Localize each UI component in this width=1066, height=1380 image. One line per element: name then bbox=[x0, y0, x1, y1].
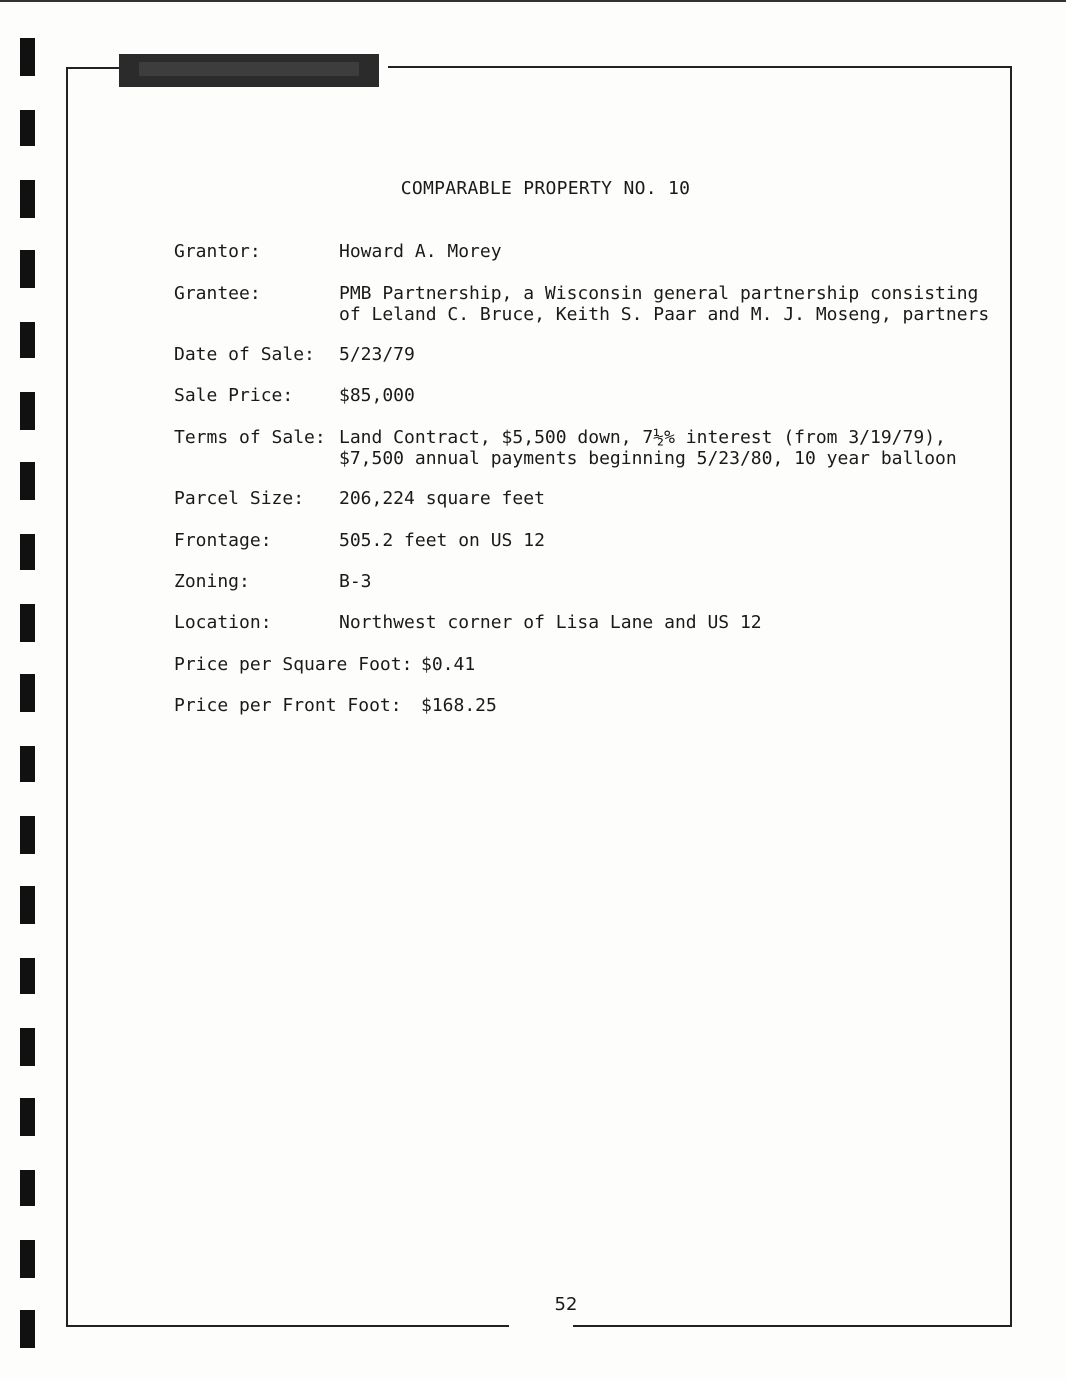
binder-mark bbox=[20, 746, 35, 782]
frame-top-left-rule bbox=[66, 67, 120, 69]
parcel-size-label: Parcel Size: bbox=[174, 488, 305, 509]
frontage-label: Frontage: bbox=[174, 530, 272, 551]
grantor-value: Howard A. Morey bbox=[339, 241, 502, 262]
binder-mark bbox=[20, 392, 35, 430]
header-tab-ghost-text bbox=[139, 62, 359, 76]
zoning-label: Zoning: bbox=[174, 571, 250, 592]
binder-mark bbox=[20, 1240, 35, 1278]
frame-right-rule bbox=[1010, 66, 1012, 1327]
frame-bottom-left-rule bbox=[66, 1325, 509, 1327]
parcel-size-value: 206,224 square feet bbox=[339, 488, 545, 509]
page-top-edge bbox=[0, 0, 1066, 2]
binder-mark bbox=[20, 604, 35, 642]
grantor-label: Grantor: bbox=[174, 241, 261, 262]
grantee-label: Grantee: bbox=[174, 283, 261, 304]
document-title: COMPARABLE PROPERTY NO. 10 bbox=[400, 178, 691, 199]
price-per-square-foot-label: Price per Square Foot: bbox=[174, 654, 413, 675]
binder-mark bbox=[20, 322, 35, 358]
sale-price-value: $85,000 bbox=[339, 385, 415, 406]
price-per-square-foot-value: $0.41 bbox=[421, 654, 476, 675]
binder-mark bbox=[20, 110, 35, 146]
page-number: 52 bbox=[554, 1294, 578, 1315]
location-label: Location: bbox=[174, 612, 272, 633]
binder-mark bbox=[20, 1310, 35, 1348]
date-of-sale-value: 5/23/79 bbox=[339, 344, 415, 365]
grantee-value-line2: of Leland C. Bruce, Keith S. Paar and M. J. Moseng, partners bbox=[339, 304, 990, 325]
terms-of-sale-label: Terms of Sale: bbox=[174, 427, 326, 448]
price-per-front-foot-value: $168.25 bbox=[421, 695, 497, 716]
binder-mark bbox=[20, 674, 35, 712]
terms-of-sale-value-line1: Land Contract, $5,500 down, 7½% interest (from 3/19/79), bbox=[339, 427, 946, 448]
binder-mark bbox=[20, 816, 35, 854]
header-tab-band bbox=[119, 54, 379, 87]
binder-mark bbox=[20, 462, 35, 500]
binder-mark bbox=[20, 250, 35, 288]
frame-top-right-rule bbox=[388, 66, 1012, 68]
binder-mark bbox=[20, 1028, 35, 1066]
terms-of-sale-value-line2: $7,500 annual payments beginning 5/23/80, 10 year balloon bbox=[339, 448, 957, 469]
frontage-value: 505.2 feet on US 12 bbox=[339, 530, 545, 551]
binder-mark bbox=[20, 38, 35, 76]
binder-mark bbox=[20, 886, 35, 924]
frame-bottom-right-rule bbox=[573, 1325, 1012, 1327]
location-value: Northwest corner of Lisa Lane and US 12 bbox=[339, 612, 762, 633]
binder-mark bbox=[20, 534, 35, 570]
price-per-front-foot-label: Price per Front Foot: bbox=[174, 695, 402, 716]
date-of-sale-label: Date of Sale: bbox=[174, 344, 315, 365]
frame-left-rule bbox=[66, 67, 68, 1327]
binder-mark bbox=[20, 958, 35, 994]
sale-price-label: Sale Price: bbox=[174, 385, 294, 406]
binder-mark bbox=[20, 1098, 35, 1136]
zoning-value: B-3 bbox=[339, 571, 372, 592]
binder-mark bbox=[20, 1170, 35, 1206]
grantee-value-line1: PMB Partnership, a Wisconsin general partnership consisting bbox=[339, 283, 979, 304]
